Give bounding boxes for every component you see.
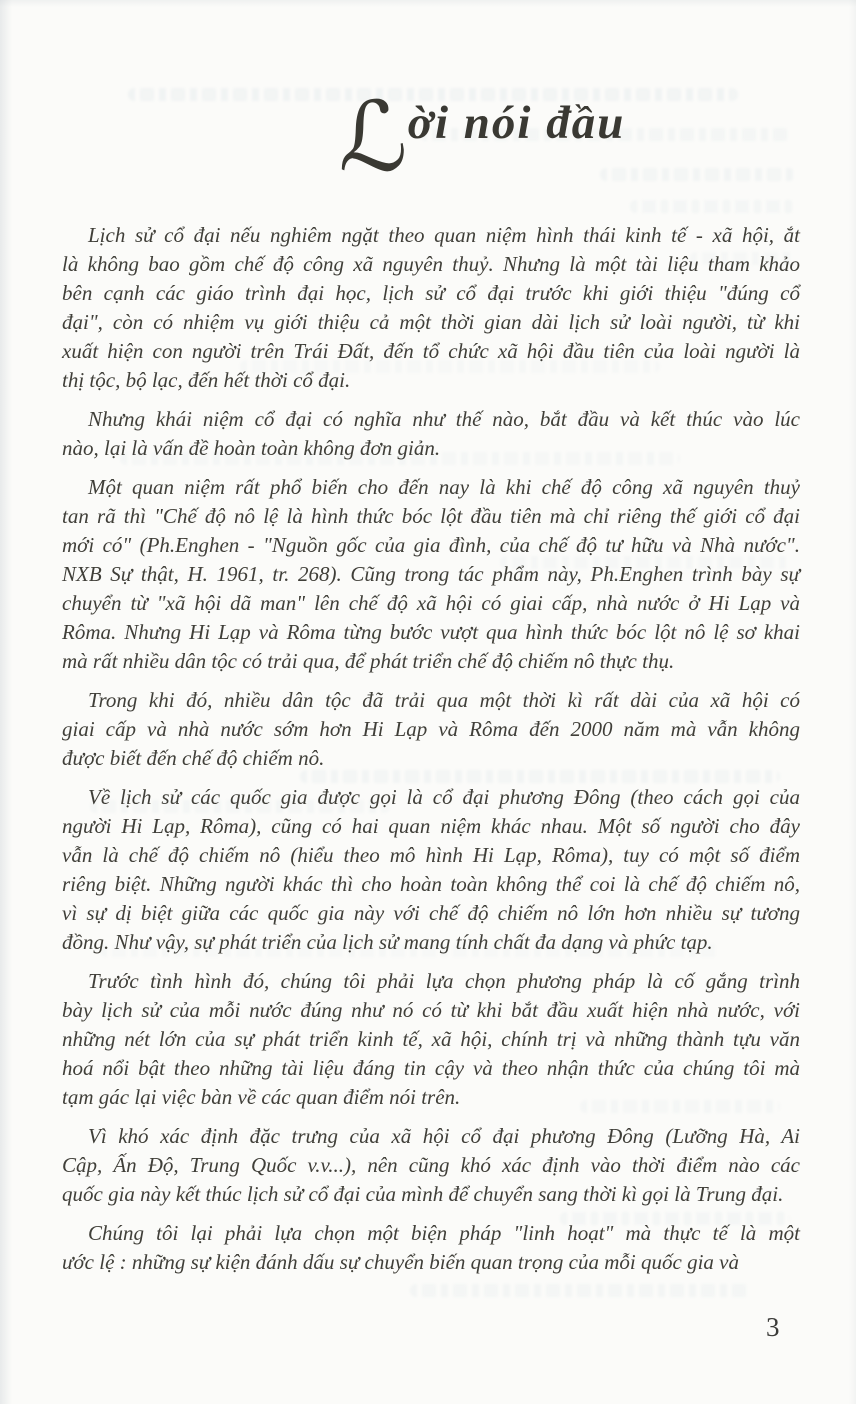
paragraph [62, 686, 800, 773]
heading-script-initial: ℒ [338, 81, 408, 193]
text-line: Lịch sử cổ đại nếu nghiêm ngặt theo quan niệm hình thái kinh tế - xã hội, ắt [88, 223, 800, 247]
text-line: nào, lại là vấn đề hoàn toàn không đơn giản. [62, 436, 441, 460]
text-line: Trước tình hình đó, chúng tôi phải lựa chọn phương pháp là cố gắng trình [88, 969, 800, 993]
text-line: quốc gia này kết thúc lịch sử cổ đại của mình để chuyển sang thời kì gọi là Trung đại. [62, 1182, 784, 1206]
text-line: mà rất nhiều dân tộc có trải qua, để phát triển chế độ chiếm nô thực thụ. [62, 649, 675, 673]
text-line: giai cấp và nhà nước sớm hơn Hi Lạp và Rôma đến 2000 năm mà vẫn không [62, 717, 800, 741]
text-line: Về lịch sử các quốc gia được gọi là cổ đại phương Đông (theo cách gọi của [88, 785, 800, 809]
paragraph [62, 221, 800, 395]
text-line: những nét lớn của sự phát triển kinh tế, xã hội, chính trị và những thành tựu văn [62, 1027, 800, 1051]
text-line: người Hi Lạp, Rôma), cũng có hai quan niệm khác nhau. Một số người cho đây [62, 814, 800, 838]
text-line: đại", còn có nhiệm vụ giới thiệu cả một thời gian dài lịch sử loài người, từ khi [62, 310, 800, 334]
paragraph [62, 1219, 800, 1277]
text-line: bày lịch sử của mỗi nước đúng như nó có từ khi bắt đầu xuất hiện nhà nước, với [62, 998, 800, 1022]
preface-body [62, 221, 800, 1287]
text-line: Trong khi đó, nhiều dân tộc đã trải qua một thời kì rất dài của xã hội có [88, 688, 800, 712]
text-line: bên cạnh các giáo trình đại học, lịch sử cổ đại trước khi giới thiệu "đúng cổ [62, 281, 800, 305]
paragraph [62, 473, 800, 676]
text-line: tạm gác lại việc bàn về các quan điểm nói trên. [62, 1085, 461, 1109]
page-number: 3 [766, 1312, 780, 1342]
page-heading [54, 81, 856, 193]
bleed-through-mark [600, 168, 795, 181]
text-line: Một quan niệm rất phổ biến cho đến nay là khi chế độ công xã nguyên thuỷ [88, 475, 800, 499]
text-line: Chúng tôi lại phải lựa chọn một biện pháp "linh hoạt" mà thực tế là một [88, 1221, 800, 1245]
paragraph [62, 783, 800, 957]
text-line: đồng. Như vậy, sự phát triển của lịch sử mang tính chất đa dạng và phức tạp. [62, 930, 713, 954]
text-line: được biết đến chế độ chiếm nô. [62, 746, 325, 770]
text-line: tan rã thì "Chế độ nô lệ là hình thức bóc lột đầu tiên mà chỉ riêng thế giới cổ đại [62, 504, 800, 528]
text-line: vẫn là chế độ chiếm nô (hiểu theo mô hình Hi Lạp, Rôma), tuy có một số điểm [62, 843, 800, 867]
text-line: Cập, Ấn Độ, Trung Quốc v.v...), nên cũng khó xác định vào thời điểm nào các [62, 1153, 800, 1177]
text-line: hoá nổi bật theo những tài liệu đáng tin cậy và theo nhận thức của chúng tôi mà [62, 1056, 800, 1080]
text-line: là không bao gồm chế độ công xã nguyên thuỷ. Nhưng là một tài liệu tham khảo [62, 252, 800, 276]
paragraph [62, 967, 800, 1112]
text-line: Rôma. Nhưng Hi Lạp và Rôma từng bước vượt qua hình thức bóc lột nô lệ sơ khai [62, 620, 800, 644]
paragraph [62, 405, 800, 463]
text-line: vì sự dị biệt giữa các quốc gia này với chế độ chiếm nô lớn hơn nhiều sự tương [62, 901, 800, 925]
text-line: Nhưng khái niệm cổ đại có nghĩa như thế nào, bắt đầu và kết thúc vào lúc [88, 407, 800, 431]
text-line: ước lệ : những sự kiện đánh dấu sự chuyển biến quan trọng của mỗi quốc gia và [62, 1250, 739, 1274]
paragraph [62, 1122, 800, 1209]
text-line: Vì khó xác định đặc trưng của xã hội cổ đại phương Đông (Lưỡng Hà, Ai [88, 1124, 800, 1148]
text-line: xuất hiện con người trên Trái Đất, đến tổ chức xã hội đầu tiên của loài người là [62, 339, 800, 363]
heading-rest: ời nói đầu [407, 97, 626, 149]
text-line: mới có" (Ph.Enghen - "Nguồn gốc của gia đình, của chế độ tư hữu và Nhà nước". [62, 533, 800, 557]
bleed-through-mark [630, 200, 795, 213]
text-line: thị tộc, bộ lạc, đến hết thời cổ đại. [62, 368, 351, 392]
text-line: chuyển từ "xã hội dã man" lên chế độ xã hội có giai cấp, nhà nước ở Hi Lạp và [62, 591, 800, 615]
text-line: riêng biệt. Những người khác thì cho hoàn toàn không thể coi là chế độ chiếm nô, [62, 872, 800, 896]
text-line: NXB Sự thật, H. 1961, tr. 268). Cũng trong tác phẩm này, Ph.Enghen trình bày sự [62, 562, 800, 586]
